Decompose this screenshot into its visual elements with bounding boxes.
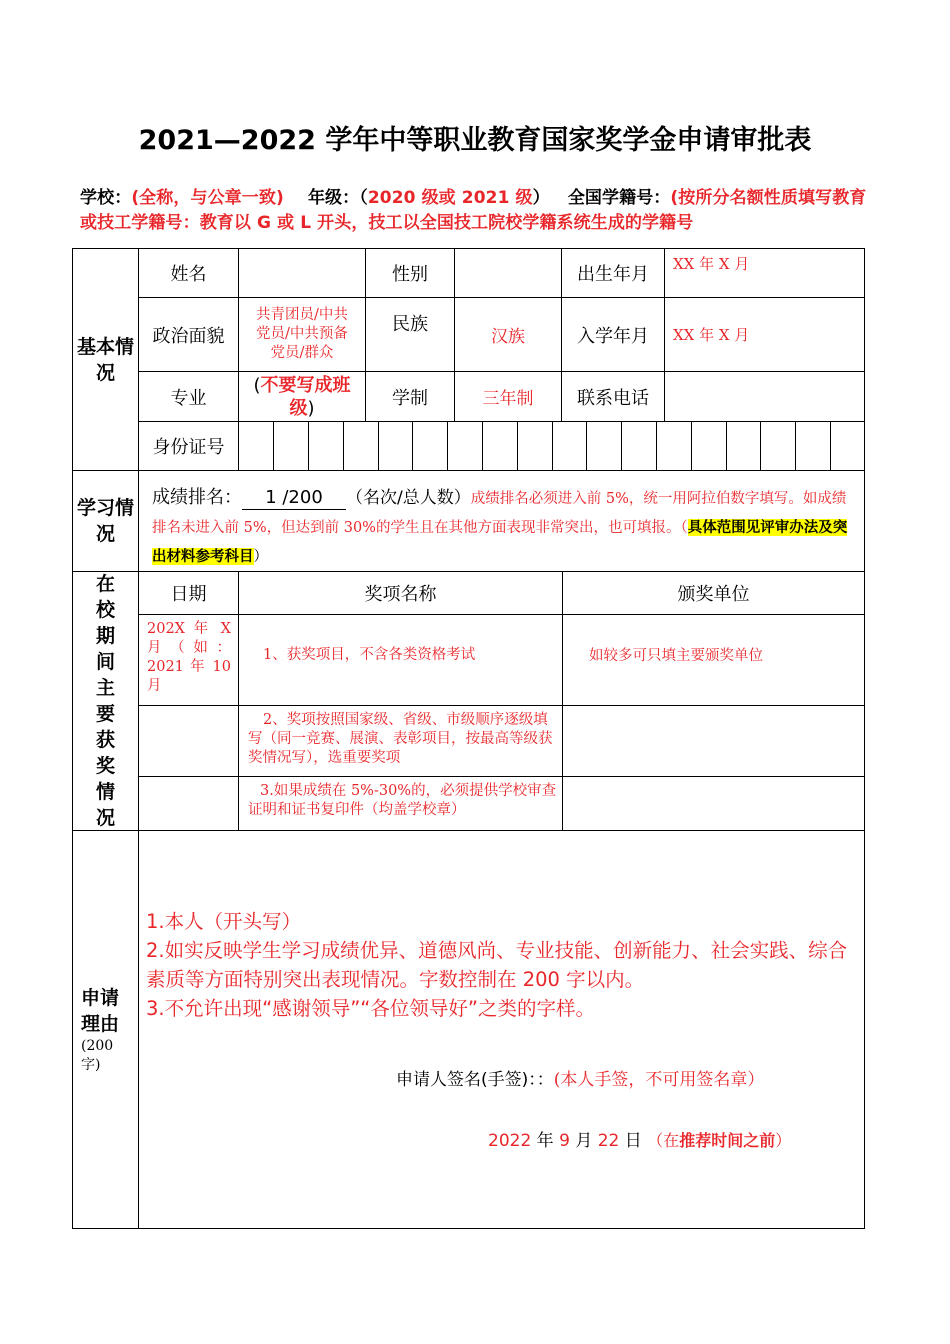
signature-value[interactable]: (本人手签，不可用签名章）	[553, 1070, 765, 1090]
date-month: 9	[559, 1131, 570, 1151]
reason-line-3: 3.不允许出现“感谢领导”“各位领导好”之类的字样。	[146, 997, 596, 1020]
name-label: 姓名	[170, 264, 207, 285]
politics-label: 政治面貌	[152, 325, 225, 347]
idcard-field[interactable]	[239, 422, 864, 470]
ethnic-field[interactable]: 汉族	[491, 327, 525, 347]
system-label: 学制	[392, 387, 428, 409]
school-value[interactable]: (全称，与公章一致)	[131, 188, 284, 208]
grade-value[interactable]: 2020 级或 2021 级	[367, 188, 533, 208]
ethnic-label: 民族	[392, 314, 428, 335]
major-open: (	[253, 374, 261, 396]
award-row-2-name[interactable]: 2、奖项按照国家级、省级、市级顺序逐级填写（同一竞赛、展演、表彰项目，按最高等级获奖情况写），选重要奖项	[248, 712, 553, 766]
date-line[interactable]	[488, 1126, 791, 1151]
awards-col-date: 日期	[170, 584, 207, 605]
reason-word-limit: (200 字)	[81, 1037, 114, 1073]
enroll-label: 入学年月	[577, 325, 649, 347]
enroll-field[interactable]: XX 年 X 月	[673, 326, 750, 344]
awards-section-label: 在校期间主要获奖情况	[95, 573, 115, 829]
date-day-unit: 日	[624, 1131, 642, 1151]
school-label: 学校：	[80, 188, 132, 208]
rank-field[interactable]: 1 /200	[242, 487, 346, 510]
award-row-1-name[interactable]: 1、获奖项目，不含各类资格考试	[263, 647, 476, 663]
date-month-unit: 月	[575, 1131, 593, 1151]
student-id-value[interactable]: (按所分名额性质填写教育或技工学籍号：教育以 G 或 L 开头，技工以全国技工院校学籍系统生成的学籍号	[80, 188, 867, 233]
birth-label: 出生年月	[577, 264, 649, 285]
system-field[interactable]: 三年制	[482, 389, 534, 409]
reason-line-2: 2.如实反映学生学习成绩优异、道德风尚、专业技能、创新能力、社会实践、综合素质等方面特别突出表现情况。字数控制在 200 字以内。	[146, 939, 848, 991]
reason-section-label: 申请理由	[81, 986, 120, 1035]
birth-field[interactable]: XX 年 X 月	[673, 255, 750, 273]
date-note-open: （在	[647, 1131, 680, 1150]
date-note: 推荐时间之前	[679, 1131, 776, 1150]
student-id-label: 全国学籍号：	[567, 188, 671, 208]
award-row-1-date[interactable]: 202X 年 X 月（如：2021 年 10 月	[147, 621, 231, 694]
reason-section	[73, 831, 138, 1228]
date-year-unit: 年	[536, 1131, 554, 1151]
study-content	[152, 484, 858, 571]
rank-label: 成绩排名：	[152, 487, 242, 508]
politics-field[interactable]: 共青团员/中共党员/中共预备党员/群众	[256, 307, 348, 361]
rank-note-highlight: 具体范围见评审办法及突出材料参考科目	[152, 519, 848, 565]
reason-line-1: 1.本人（开头写）	[146, 910, 302, 933]
date-day: 22	[597, 1131, 620, 1151]
phone-label: 联系电话	[577, 387, 649, 409]
major-value: 不要写成班级	[260, 374, 351, 419]
grade-close: ）	[532, 188, 550, 208]
page-title: 2021—2022 学年中等职业教育国家奖学金申请审批表	[138, 125, 812, 156]
rank-unit: （名次/总人数）	[346, 488, 471, 508]
award-row-3-name[interactable]: 3.如果成绩在 5%-30%的，必须提供学校审查证明和证书复印件（均盖学校章）	[248, 783, 557, 818]
date-year: 2022	[488, 1131, 532, 1151]
date-note-close: ）	[775, 1131, 792, 1150]
gender-label: 性别	[392, 264, 428, 285]
major-label: 专业	[170, 387, 207, 409]
header-info	[80, 186, 880, 236]
idcard-label: 身份证号	[152, 437, 225, 458]
gender-field[interactable]	[455, 249, 561, 297]
reason-text[interactable]	[146, 907, 858, 1023]
awards-col-name: 奖项名称	[364, 584, 437, 605]
phone-field[interactable]	[665, 372, 864, 421]
awards-col-unit: 颁奖单位	[677, 584, 750, 605]
basic-section-label: 基本情况	[76, 335, 134, 384]
major-close: )	[307, 397, 315, 419]
signature-line	[396, 1065, 764, 1090]
name-field[interactable]	[239, 249, 365, 297]
signature-label: 申请人签名(手签)：：	[396, 1070, 554, 1090]
major-field[interactable]	[239, 372, 365, 421]
study-section-label: 学习情况	[76, 497, 134, 545]
grade-label: 年级：（	[307, 188, 368, 208]
award-row-1-unit[interactable]: 如较多可只填主要颁奖单位	[589, 648, 763, 664]
rank-note: 成绩排名必须进入前 5%，统一用阿拉伯数字填写。如成绩排名未进入前 5%，但达到前 30%的学生且在其他方面表现非常突出，也可填报。（	[152, 491, 847, 536]
rank-note-close: ）	[253, 549, 268, 565]
